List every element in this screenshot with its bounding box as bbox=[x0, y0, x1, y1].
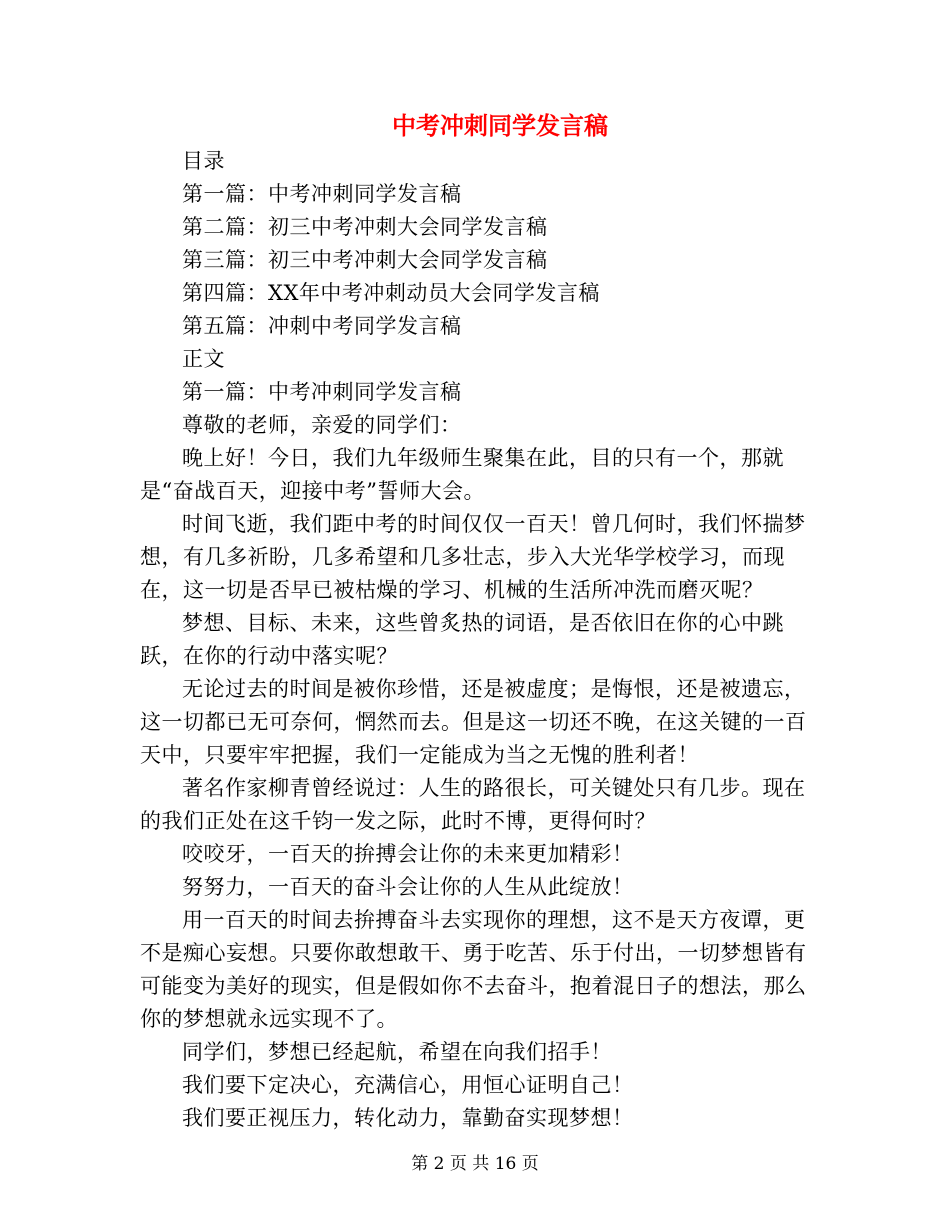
toc-item: 第二篇：初三中考冲刺大会同学发言稿 bbox=[182, 215, 548, 239]
body-paragraph: 我们要下定决心，充满信心，用恒心证明自己！ bbox=[182, 1073, 634, 1097]
document-title: 中考冲刺同学发言稿 bbox=[392, 111, 608, 140]
body-paragraph: 晚上好！今日，我们九年级师生聚集在此，目的只有一个，那就是“奋战百天，迎接中考”誓师大会。 bbox=[140, 446, 784, 503]
toc-item: 第一篇：中考冲刺同学发言稿 bbox=[182, 182, 462, 206]
body-paragraph: 梦想、目标、未来，这些曾炙热的词语，是否依旧在你的心中跳跃，在你的行动中落实呢？ bbox=[140, 611, 784, 668]
section-heading: 第一篇：中考冲刺同学发言稿 bbox=[182, 380, 462, 404]
body-paragraph: 我们要正视压力，转化动力，靠勤奋实现梦想！ bbox=[182, 1106, 634, 1130]
body-paragraph: 咬咬牙，一百天的拚搏会让你的未来更加精彩！ bbox=[182, 842, 634, 866]
body-paragraph: 著名作家柳青曾经说过：人生的路很长，可关键处只有几步。现在的我们正处在这千钧一发之际，此时不博，更得何时？ bbox=[140, 776, 806, 833]
toc-item: 第五篇：冲刺中考同学发言稿 bbox=[182, 314, 462, 338]
body-heading: 正文 bbox=[182, 347, 225, 371]
page-footer: 第 2 页 共 16 页 bbox=[411, 1154, 539, 1174]
body-paragraph: 努努力，一百天的奋斗会让你的人生从此绽放！ bbox=[182, 875, 634, 899]
toc-item: 第四篇：XX年中考冲刺动员大会同学发言稿 bbox=[182, 281, 600, 305]
body-paragraph: 无论过去的时间是被你珍惜，还是被虚度；是悔恨，还是被遗忘，这一切都已无可奈何，惘然而去。但是这一切还不晚，在这关键的一百天中，只要牢牢把握，我们一定能成为当之无愧的胜利者！ bbox=[140, 677, 807, 767]
salutation: 尊敬的老师，亲爱的同学们： bbox=[182, 413, 462, 437]
body-paragraph: 时间飞逝，我们距中考的时间仅仅一百天！曾几何时，我们怀揣梦想，有几多祈盼，几多希望和几多壮志，步入大光华学校学习，而现在，这一切是否早已被枯燥的学习、机械的生活所冲洗而磨灭呢？ bbox=[140, 512, 806, 602]
toc-item: 第三篇：初三中考冲刺大会同学发言稿 bbox=[182, 248, 548, 272]
body-paragraph: 用一百天的时间去拚搏奋斗去实现你的理想，这不是天方夜谭，更不是痴心妄想。只要你敢想敢干、勇于吃苦、乐于付出，一切梦想皆有可能变为美好的现实，但是假如你不去奋斗，抱着混日子的想法，那么你的梦想就永远实现不了。 bbox=[140, 908, 807, 1031]
toc-heading: 目录 bbox=[182, 149, 225, 173]
body-paragraph: 同学们，梦想已经起航，希望在向我们招手！ bbox=[182, 1040, 612, 1064]
document-body bbox=[140, 145, 810, 1135]
